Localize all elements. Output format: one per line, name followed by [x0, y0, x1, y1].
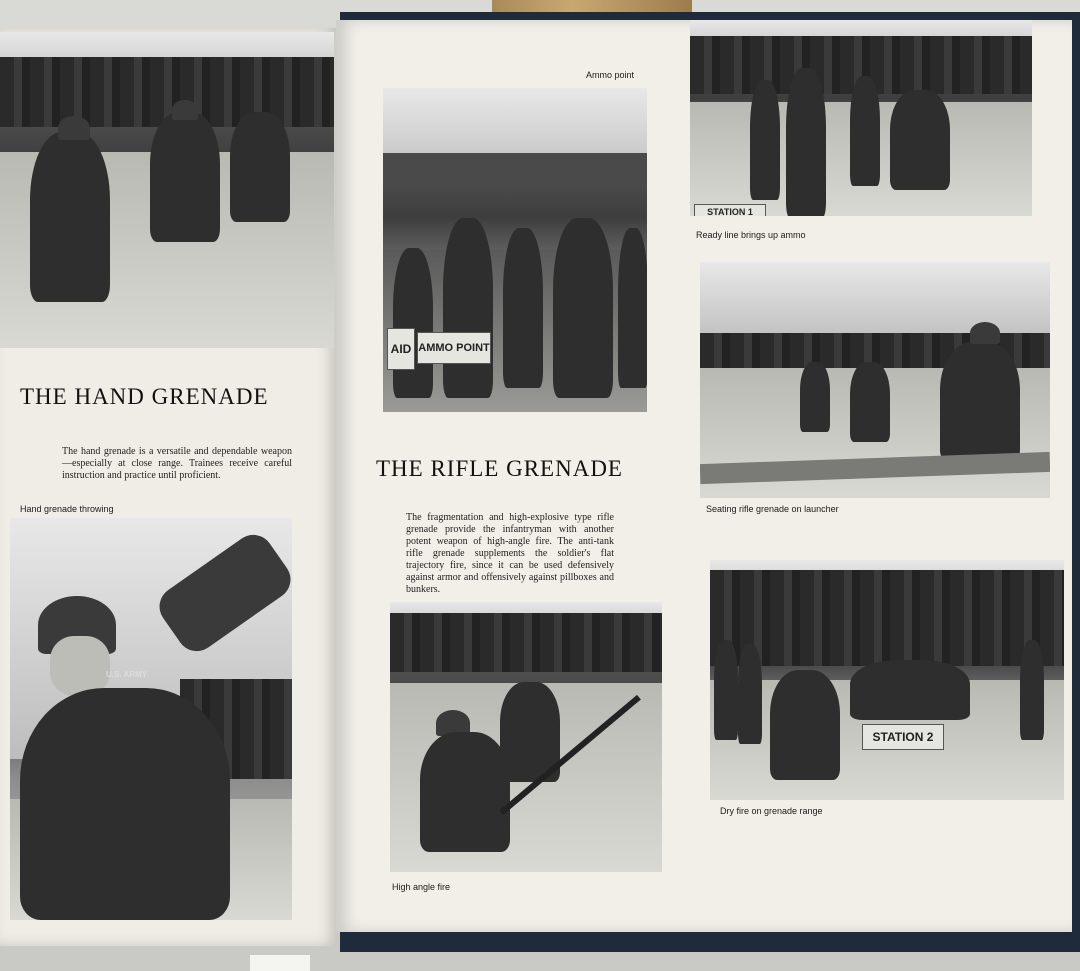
caption-high-angle-fire: High angle fire [392, 882, 451, 892]
photo-dry-fire-range [710, 560, 1064, 800]
sign-station-1: STATION 1 [694, 204, 766, 216]
photo-ammo-point [383, 88, 647, 412]
rifle-grenade-heading: THE RIFLE GRENADE [376, 456, 623, 481]
photo-seating-rifle-grenade [700, 262, 1050, 498]
hand-grenade-body: The hand grenade is a versatile and dependable weapon—especially at close range. Trainees receive careful instruction and practice until proficient. [62, 446, 292, 481]
us-army-badge: U.S. ARMY [106, 670, 148, 679]
photo-high-angle-fire [390, 602, 662, 872]
caption-ready-line: Ready line brings up ammo [696, 230, 806, 240]
photo-soldier-closeup [10, 518, 292, 920]
left-page [0, 28, 338, 946]
hand-grenade-heading: THE HAND GRENADE [20, 384, 269, 409]
sign-ammo-point: AMMO POINT [417, 332, 491, 364]
rifle-grenade-body: The fragmentation and high-explosive type rifle grenade provide the infantryman with another potent weapon of high-angle fire. The anti-tank rifle grenade supplements the soldier's flat trajectory fire, since it can be used defensively against armor and offensively against pillboxes and bunkers. [406, 512, 614, 595]
caption-dry-fire: Dry fire on grenade range [720, 806, 823, 816]
sign-aid: AID [387, 328, 415, 370]
photo-ready-line [690, 20, 1032, 216]
caption-ammo-point: Ammo point [586, 70, 635, 80]
caption-seating-rifle-grenade: Seating rifle grenade on launcher [706, 504, 839, 514]
right-page [336, 20, 1072, 932]
caption-hand-grenade-throwing: Hand grenade throwing [20, 504, 114, 514]
photo-grenade-throwing-group [0, 32, 334, 348]
sign-station-2: STATION 2 [862, 724, 944, 750]
paper-strip [250, 955, 310, 971]
